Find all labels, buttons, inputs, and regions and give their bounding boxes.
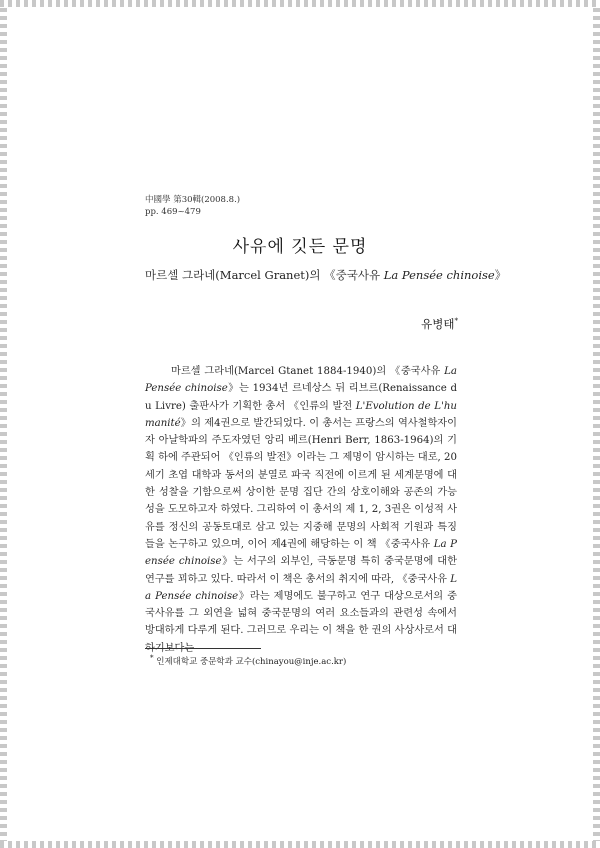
body-text-run: 마르셀 그라네(Marcel Gtanet 1884-1940)의 《중국사유 <box>171 366 445 377</box>
subtitle-italic: La Pensée chinoise <box>383 268 495 282</box>
page-border-right <box>593 0 600 848</box>
author-name <box>421 316 458 332</box>
journal-info <box>145 194 240 218</box>
body-text-run: 》는 서구의 외부인, 극동문명 특히 중국문명에 대한 연구를 꾀하고 있다. 따라서 이 책은 총서의 취지에 따라, 《중국사유 <box>145 556 457 585</box>
body-italic-title: La Pensée chinoise <box>145 366 457 395</box>
page-border-top <box>0 0 600 7</box>
footnote-mark: * <box>150 653 154 662</box>
page-border-bottom <box>0 841 600 848</box>
body-italic-title: La Pensée chinoise <box>145 538 457 568</box>
body-italic-title: L'Evolution de L'humanité <box>145 400 457 429</box>
body-text-run: 》라는 제명에도 불구하고 연구 대상으로서의 중국사유를 그 외연을 넓혀 중국문명의 여러 요소들과의 관련성 속에서 방대하게 다루게 된다. 그러므로 우리는 이 책을 한 권의 사상사로서 대하기보다는 <box>145 590 458 654</box>
subtitle-prefix: 마르셀 그라네(Marcel Granet)의 《중국사유 <box>145 268 384 282</box>
journal-issue: 中國學 第30輯(2008.8.) <box>145 195 241 205</box>
body-italic-title: La Pensée chinoise <box>145 573 457 602</box>
body-text-run: 》는 1934년 르네상스 뒤 리브르(Renaissance du Livre) 출판사가 기획한 총서 《인류의 발전 <box>145 383 457 412</box>
article-title: 사유에 깃든 문명 <box>232 237 368 257</box>
body-text-run: 》의 제4권으로 발간되었다. 이 총서는 프랑스의 역사철학자이자 아날학파의 주도자였던 앙리 베르(Henri Berr, 1863-1964)의 기획 하에 주관되어 《인류의 발전》이라는 그 제명이 암시하는 대로, 20세기 초엽 대학과 동서의 분열로 파국 직전에 이르게 된 세계문명에 대한 성찰을 기함으로써 상이한 문명 집단 간의 상호이해와 공존의 가능성을 도모하고자 하였다. 그리하여 이 총서의 제 1, 2, 3권은 이성적 사유를 정신의 공동토대로 삼고 있는 지중해 문명의 사회적 기원과 특징들을 논구하고 있으며, 이어 제4권에 해당하는 이 책 《중국사유 <box>145 417 457 550</box>
subtitle-suffix: 》 <box>494 268 507 282</box>
footnote-text: 인제대학교 중문학과 교수(chinayou@inje.ac.kr) <box>153 656 347 667</box>
journal-pages: pp. 469~479 <box>145 207 201 217</box>
page-border-left <box>0 0 7 848</box>
author-footnote-mark: * <box>454 317 458 326</box>
article-subtitle <box>145 267 506 283</box>
footnote-divider <box>145 648 261 649</box>
footnote <box>150 653 346 667</box>
body-paragraph <box>145 363 457 657</box>
author-text: 유병태 <box>421 317 455 331</box>
